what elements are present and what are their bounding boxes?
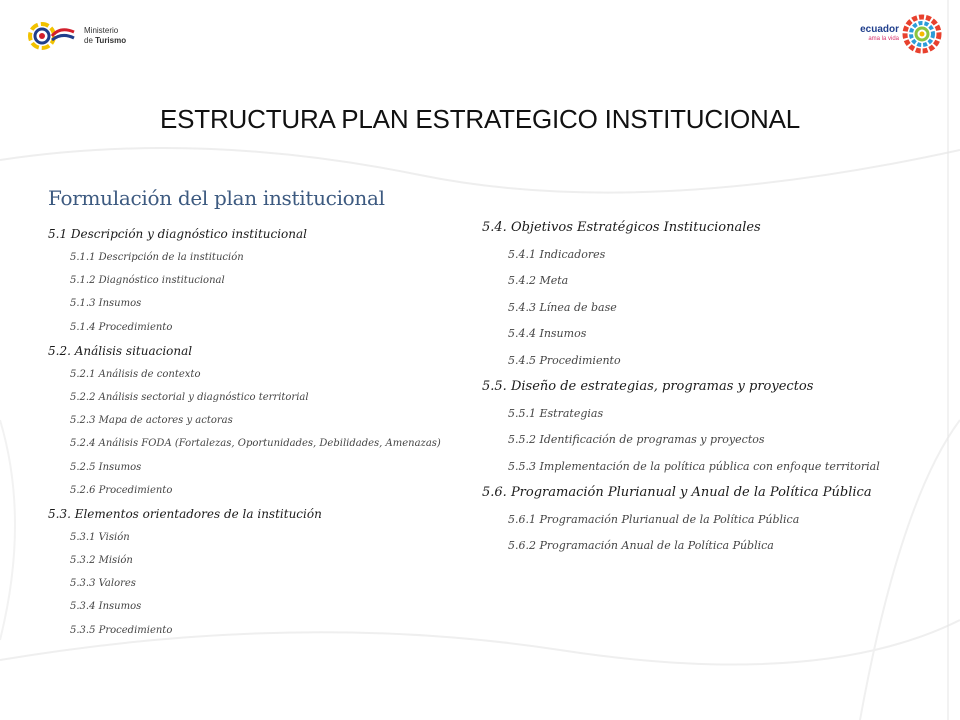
subsection-5-4-5: 5.4.5 Procedimiento [508, 353, 621, 367]
ministry-line1: Ministerio [84, 26, 119, 35]
subsection-5-6-1: 5.6.1 Programación Plurianual de la Política Pública [508, 512, 800, 526]
document-heading: Formulación del plan institucional [48, 186, 385, 210]
subsection-5-2-2: 5.2.2 Análisis sectorial y diagnóstico territorial [70, 391, 309, 403]
ministry-line2-prefix: de [84, 36, 93, 45]
brand-word: ecuador [860, 24, 899, 35]
section-5-5: 5.5. Diseño de estrategias, programas y proyectos [482, 379, 814, 394]
ministry-name [84, 26, 126, 46]
subsection-5-5-2: 5.5.2 Identificación de programas y proyectos [508, 433, 765, 446]
ministry-emblem-icon [28, 18, 78, 54]
ecuador-flower-icon [902, 14, 942, 54]
subsection-5-4-1: 5.4.1 Indicadores [508, 247, 606, 261]
section-5-3: 5.3. Elementos orientadores de la institución [48, 506, 322, 521]
brand-tagline: ama la vida [868, 36, 899, 42]
brand-text [860, 25, 899, 43]
subsection-5-2-5: 5.2.5 Insumos [70, 461, 142, 473]
subsection-5-4-2: 5.4.2 Meta [508, 274, 569, 287]
subsection-5-4-3: 5.4.3 Línea de base [508, 300, 617, 314]
subsection-5-3-5: 5.3.5 Procedimiento [70, 624, 173, 636]
subsection-5-1-1: 5.1.1 Descripción de la institución [70, 252, 244, 263]
subsection-5-5-3: 5.5.3 Implementación de la política pública con enfoque territorial [508, 459, 880, 473]
section-5-2: 5.2. Análisis situacional [48, 343, 193, 358]
outline-right-column [482, 219, 880, 564]
subsection-5-1-2: 5.1.2 Diagnóstico institucional [70, 275, 225, 287]
subsection-5-1-4: 5.1.4 Procedimiento [70, 321, 173, 333]
subsection-5-6-2: 5.6.2 Programación Anual de la Política Pública [508, 539, 774, 552]
section-5-1: 5.1 Descripción y diagnóstico institucional [48, 227, 308, 241]
subsection-5-4-4: 5.4.4 Insumos [508, 327, 587, 340]
ecuador-brand-logo [860, 14, 942, 54]
slide-title: ESTRUCTURA PLAN ESTRATEGICO INSTITUCIONAL [160, 104, 800, 134]
subsection-5-1-3: 5.1.3 Insumos [70, 298, 142, 310]
subsection-5-3-1: 5.3.1 Visión [70, 531, 130, 543]
subsection-5-3-2: 5.3.2 Misión [70, 555, 133, 567]
subsection-5-5-1: 5.5.1 Estrategias [508, 406, 604, 420]
subsection-5-2-3: 5.2.3 Mapa de actores y actoras [70, 415, 233, 427]
subsection-5-2-4: 5.2.4 Análisis FODA (Fortalezas, Oportunidades, Debilidades, Amenazas) [70, 438, 441, 450]
subsection-5-2-1: 5.2.1 Análisis de contexto [70, 368, 201, 380]
section-5-6: 5.6. Programación Plurianual y Anual de la Política Pública [482, 485, 872, 500]
ministry-logo [28, 18, 126, 54]
ministry-line2 [84, 36, 126, 46]
subsection-5-3-4: 5.3.4 Insumos [70, 601, 142, 613]
ministry-line2-bold: Turismo [95, 36, 127, 45]
subsection-5-3-3: 5.3.3 Valores [70, 578, 136, 590]
subsection-5-2-6: 5.2.6 Procedimiento [70, 484, 173, 496]
outline-left-column [48, 226, 441, 646]
section-5-4: 5.4. Objetivos Estratégicos Institucionales [482, 220, 761, 235]
